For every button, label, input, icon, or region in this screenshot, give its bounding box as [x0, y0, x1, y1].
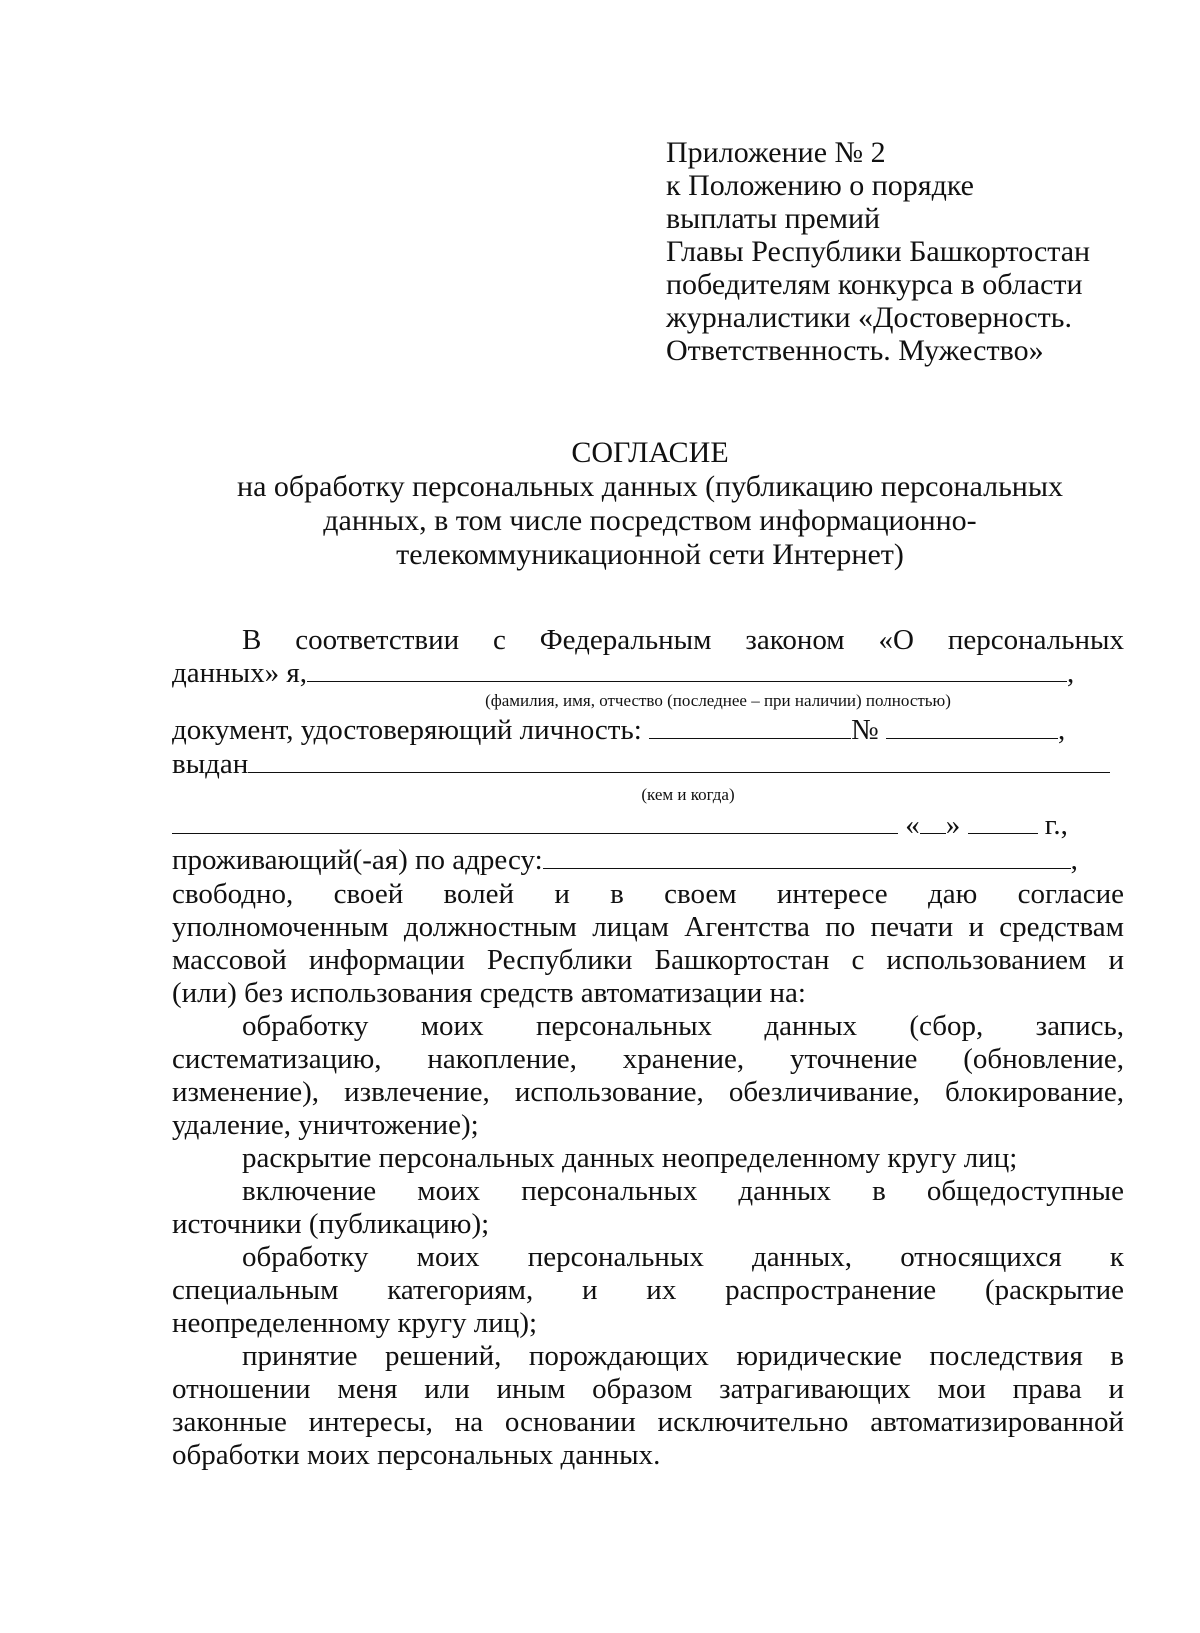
item-line: отношении меня или иным образом затрагивающих мои права и [172, 1373, 1124, 1405]
issued-line [172, 748, 1124, 781]
issued-blank[interactable] [248, 748, 1110, 773]
appendix-line: выплаты премий [666, 202, 881, 235]
issued-caption: (кем и когда) [641, 785, 735, 804]
name-label: данных» я, [172, 657, 307, 689]
item-line: неопределенному кругу лиц); [172, 1307, 538, 1339]
consent-line: (или) без использования средств автоматизации на: [172, 977, 806, 1009]
item-line: включение моих персональных данных в общедоступные [242, 1175, 1124, 1207]
item-line: обработку моих персональных данных, относящихся к [242, 1241, 1124, 1273]
subtitle-line: на обработку персональных данных (публикацию персональных [237, 470, 1063, 503]
item-line: специальным категориям, и их распространение (раскрытие [172, 1274, 1124, 1306]
appendix-line: к Положению о порядке [666, 169, 974, 202]
document-line [172, 712, 1124, 748]
appendix-line: победителям конкурса в области [666, 268, 1083, 301]
appendix-line: Ответственность. Мужество» [666, 334, 1044, 367]
item-line: изменение), извлечение, использование, обезличивание, блокирование, [172, 1076, 1124, 1108]
date-close-quote: » [945, 809, 961, 841]
document-label: документ, удостоверяющий личность: [172, 714, 642, 746]
consent-line: массовой информации Республики Башкортостан с использованием и [172, 944, 1124, 976]
address-label: проживающий(-ая) по адресу: [172, 844, 543, 876]
issuer-continued-blank[interactable] [172, 809, 898, 834]
item-line: удаление, уничтожение); [172, 1109, 479, 1141]
item-line: законные интересы, на основании исключительно автоматизированной [172, 1406, 1124, 1438]
appendix-line: журналистики «Достоверность. [666, 301, 1072, 334]
subtitle-line: данных, в том числе посредством информационно- [323, 504, 977, 537]
item-line: источники (публикацию); [172, 1208, 490, 1240]
consent-line: свободно, своей волей и в своем интересе даю согласие [172, 878, 1124, 910]
appendix-header [666, 136, 1090, 367]
consent-body [172, 624, 1124, 1472]
year-suffix: г., [1044, 809, 1068, 841]
item-line: раскрытие персональных данных неопределенному кругу лиц; [242, 1142, 1018, 1174]
item-line: обработки моих персональных данных. [172, 1439, 661, 1471]
issued-label: выдан [172, 748, 249, 780]
date-open-quote: « [905, 809, 920, 841]
item-line: обработку моих персональных данных (сбор, запись, [242, 1010, 1124, 1042]
day-blank[interactable] [920, 809, 946, 834]
name-blank[interactable] [307, 657, 1067, 682]
number-sign: № [851, 714, 879, 746]
document-number-blank[interactable] [886, 714, 1058, 739]
month-year-blank[interactable] [968, 809, 1038, 834]
address-line [172, 842, 1124, 878]
consent-line: уполномоченным должностным лицам Агентства по печати и средствам [172, 911, 1124, 943]
name-caption: (фамилия, имя, отчество (последнее – при наличии) полностью) [485, 691, 951, 710]
intro-line: В соответствии с Федеральным законом «О персональных [242, 624, 1124, 656]
issued-date-line [172, 809, 1124, 842]
comma: , [1057, 714, 1066, 746]
appendix-line: Главы Республики Башкортостан [666, 235, 1091, 268]
title-heading: СОГЛАСИЕ [571, 436, 729, 469]
document-type-blank[interactable] [649, 714, 851, 739]
document-title [0, 436, 1200, 572]
appendix-line: Приложение № 2 [666, 136, 886, 169]
comma: , [1070, 844, 1078, 876]
address-blank[interactable] [543, 844, 1071, 869]
item-line: принятие решений, порождающих юридические последствия в [242, 1340, 1124, 1372]
item-line: систематизацию, накопление, хранение, уточнение (обновление, [172, 1043, 1124, 1075]
name-line [172, 657, 1124, 690]
subtitle-line: телекоммуникационной сети Интернет) [396, 538, 904, 571]
comma: , [1067, 657, 1075, 689]
